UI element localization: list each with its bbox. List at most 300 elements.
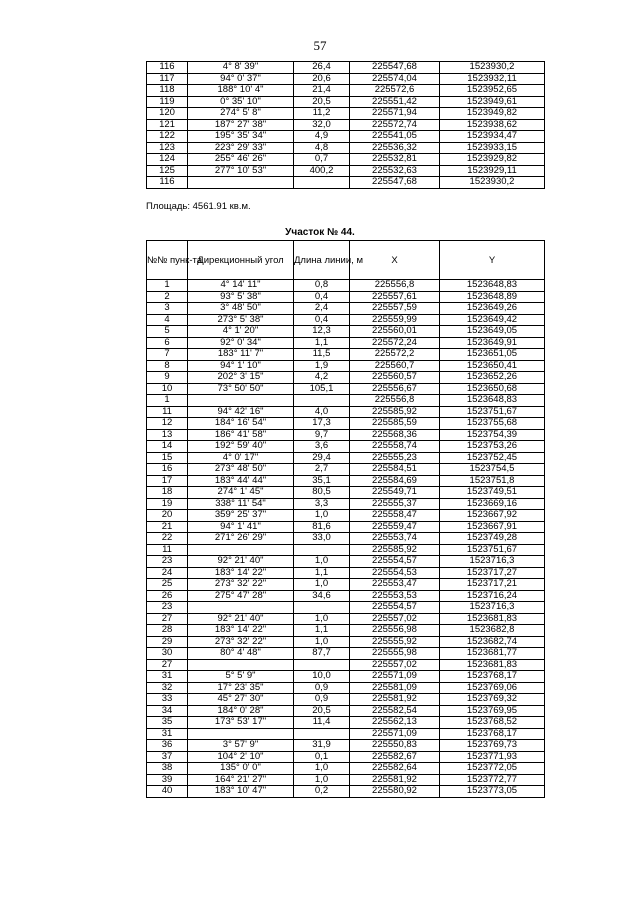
x-coordinate-cell: 225554,57: [350, 602, 440, 614]
direction-angle-cell: 359° 25' 37": [188, 510, 294, 522]
table-row: [147, 142, 545, 154]
direction-angle-cell: 94° 1' 10": [188, 360, 294, 372]
area-text: Площадь: 4561.91 кв.м.: [146, 201, 251, 212]
direction-angle-cell: 273° 32' 22": [188, 636, 294, 648]
y-coordinate-cell: 1523717,27: [440, 567, 545, 579]
table-row: [147, 705, 545, 717]
point-number-cell: 37: [147, 751, 188, 763]
line-length-cell: 3,3: [294, 498, 350, 510]
direction-angle-cell: 183° 14' 22": [188, 625, 294, 637]
table-row: [147, 625, 545, 637]
direction-angle-cell: 277° 10' 53": [188, 165, 294, 177]
line-length-cell: 4,0: [294, 406, 350, 418]
x-coordinate-cell: 225556,8: [350, 395, 440, 407]
table-row: [147, 774, 545, 786]
x-coordinate-cell: 225572,74: [350, 119, 440, 131]
line-length-cell: 0,2: [294, 786, 350, 798]
direction-angle-cell: 164° 21' 27": [188, 774, 294, 786]
line-length-cell: 9,7: [294, 429, 350, 441]
x-coordinate-cell: 225572,24: [350, 337, 440, 349]
table-row: [147, 567, 545, 579]
x-coordinate-cell: 225560,57: [350, 372, 440, 384]
direction-angle-cell: 183° 14' 22": [188, 567, 294, 579]
point-number-cell: 11: [147, 544, 188, 556]
x-coordinate-cell: 225532,81: [350, 154, 440, 166]
line-length-cell: 11,5: [294, 349, 350, 361]
table-row: [147, 694, 545, 706]
point-number-cell: 35: [147, 717, 188, 729]
point-number-cell: 33: [147, 694, 188, 706]
table-row: [147, 510, 545, 522]
point-number-cell: 7: [147, 349, 188, 361]
line-length-cell: 26,4: [294, 62, 350, 74]
point-number-cell: 24: [147, 567, 188, 579]
line-length-cell: 20,6: [294, 73, 350, 85]
x-coordinate-cell: 225560,01: [350, 326, 440, 338]
x-coordinate-cell: 225581,92: [350, 774, 440, 786]
y-coordinate-cell: 1523769,73: [440, 740, 545, 752]
y-coordinate-cell: 1523682,8: [440, 625, 545, 637]
x-coordinate-cell: 225580,92: [350, 786, 440, 798]
table-row: [147, 406, 545, 418]
line-length-cell: 20,5: [294, 705, 350, 717]
table-row: [147, 303, 545, 315]
y-coordinate-cell: 1523753,26: [440, 441, 545, 453]
y-coordinate-cell: 1523773,05: [440, 786, 545, 798]
point-number-cell: 18: [147, 487, 188, 499]
x-coordinate-cell: 225536,32: [350, 142, 440, 154]
point-number-cell: 11: [147, 406, 188, 418]
x-coordinate-cell: 225581,09: [350, 682, 440, 694]
x-coordinate-cell: 225574,04: [350, 73, 440, 85]
table-row: [147, 475, 545, 487]
y-coordinate-cell: 1523648,89: [440, 291, 545, 303]
point-number-cell: 23: [147, 602, 188, 614]
table-row: [147, 544, 545, 556]
y-coordinate-cell: 1523667,91: [440, 521, 545, 533]
y-coordinate-cell: 1523648,83: [440, 395, 545, 407]
direction-angle-cell: [188, 395, 294, 407]
table-row: [147, 452, 545, 464]
y-coordinate-cell: 1523650,68: [440, 383, 545, 395]
table-row: [147, 636, 545, 648]
line-length-cell: 21,4: [294, 85, 350, 97]
direction-angle-cell: 192° 59' 40": [188, 441, 294, 453]
point-number-cell: 123: [147, 142, 188, 154]
y-coordinate-cell: 1523751,67: [440, 544, 545, 556]
line-length-cell: 105,1: [294, 383, 350, 395]
x-coordinate-cell: 225572,2: [350, 349, 440, 361]
table-row: [147, 751, 545, 763]
x-coordinate-cell: 225558,74: [350, 441, 440, 453]
x-coordinate-cell: 225555,92: [350, 636, 440, 648]
table-row: [147, 85, 545, 97]
direction-angle-cell: 186° 41' 58": [188, 429, 294, 441]
table-row: [147, 337, 545, 349]
direction-angle-cell: 0° 35' 10": [188, 96, 294, 108]
point-number-cell: 119: [147, 96, 188, 108]
direction-angle-cell: 104° 2' 10": [188, 751, 294, 763]
y-coordinate-cell: 1523716,24: [440, 590, 545, 602]
point-number-cell: 2: [147, 291, 188, 303]
table-row: [147, 590, 545, 602]
direction-angle-cell: [188, 177, 294, 189]
point-number-cell: 34: [147, 705, 188, 717]
line-length-cell: 11,4: [294, 717, 350, 729]
line-length-cell: 1,1: [294, 567, 350, 579]
direction-angle-cell: 271° 26' 29": [188, 533, 294, 545]
direction-angle-cell: 92° 21' 40": [188, 613, 294, 625]
direction-angle-cell: [188, 659, 294, 671]
table-row: [147, 613, 545, 625]
direction-angle-cell: 187° 27' 38": [188, 119, 294, 131]
table-row: [147, 740, 545, 752]
point-number-cell: 122: [147, 131, 188, 143]
direction-angle-cell: 223° 29' 33": [188, 142, 294, 154]
y-coordinate-cell: 1523949,61: [440, 96, 545, 108]
direction-angle-cell: 274° 1' 45": [188, 487, 294, 499]
table-row: [147, 659, 545, 671]
table-row: [147, 429, 545, 441]
point-number-cell: 6: [147, 337, 188, 349]
table-header: [147, 241, 545, 280]
line-length-cell: 20,5: [294, 96, 350, 108]
line-length-cell: 4,9: [294, 131, 350, 143]
y-coordinate-cell: 1523667,92: [440, 510, 545, 522]
x-coordinate-cell: 225557,59: [350, 303, 440, 315]
line-length-cell: 81,6: [294, 521, 350, 533]
direction-angle-cell: 4° 8' 39": [188, 62, 294, 74]
line-length-cell: 17,3: [294, 418, 350, 430]
table-row: [147, 717, 545, 729]
direction-angle-cell: 273° 48' 50": [188, 464, 294, 476]
x-coordinate-cell: 225571,09: [350, 671, 440, 683]
table-row: [147, 602, 545, 614]
x-coordinate-cell: 225553,53: [350, 590, 440, 602]
y-coordinate-cell: 1523648,83: [440, 280, 545, 292]
point-number-cell: 124: [147, 154, 188, 166]
x-coordinate-cell: 225585,92: [350, 544, 440, 556]
point-number-cell: 1: [147, 280, 188, 292]
table-row: [147, 119, 545, 131]
line-length-cell: 34,6: [294, 590, 350, 602]
table-row: [147, 418, 545, 430]
line-length-cell: 4,2: [294, 372, 350, 384]
x-coordinate-cell: 225555,37: [350, 498, 440, 510]
table-row: [147, 177, 545, 189]
direction-angle-cell: 202° 3' 15": [188, 372, 294, 384]
point-number-cell: 3: [147, 303, 188, 315]
x-coordinate-cell: 225560,7: [350, 360, 440, 372]
line-length-cell: 3,6: [294, 441, 350, 453]
line-length-cell: 80,5: [294, 487, 350, 499]
x-coordinate-cell: 225557,02: [350, 613, 440, 625]
line-length-cell: 4,8: [294, 142, 350, 154]
y-coordinate-cell: 1523649,42: [440, 314, 545, 326]
table-row: [147, 671, 545, 683]
x-coordinate-cell: 225555,98: [350, 648, 440, 660]
x-coordinate-cell: 225556,98: [350, 625, 440, 637]
table-row: [147, 165, 545, 177]
x-coordinate-cell: 225556,8: [350, 280, 440, 292]
y-coordinate-cell: 1523933,15: [440, 142, 545, 154]
table-row: [147, 62, 545, 74]
table-row: [147, 682, 545, 694]
point-number-cell: 23: [147, 556, 188, 568]
table-row: [147, 383, 545, 395]
x-coordinate-cell: 225554,57: [350, 556, 440, 568]
direction-angle-cell: 338° 11' 54": [188, 498, 294, 510]
x-coordinate-cell: 225581,92: [350, 694, 440, 706]
y-coordinate-cell: 1523649,91: [440, 337, 545, 349]
y-coordinate-cell: 1523930,2: [440, 177, 545, 189]
y-coordinate-cell: 1523652,26: [440, 372, 545, 384]
direction-angle-cell: 273° 32' 22": [188, 579, 294, 591]
direction-angle-cell: 93° 5' 38": [188, 291, 294, 303]
point-number-cell: 27: [147, 613, 188, 625]
line-length-cell: 1,0: [294, 510, 350, 522]
x-coordinate-cell: 225568,36: [350, 429, 440, 441]
direction-angle-cell: 183° 44' 44": [188, 475, 294, 487]
table-row: [147, 314, 545, 326]
point-number-cell: 1: [147, 395, 188, 407]
y-coordinate-cell: 1523938,62: [440, 119, 545, 131]
y-coordinate-cell: 1523771,93: [440, 751, 545, 763]
table-row: [147, 487, 545, 499]
point-number-cell: 30: [147, 648, 188, 660]
direction-angle-cell: 45° 27' 30": [188, 694, 294, 706]
point-number-cell: 39: [147, 774, 188, 786]
point-number-cell: 121: [147, 119, 188, 131]
x-coordinate-cell: 225541,05: [350, 131, 440, 143]
table-row: [147, 521, 545, 533]
line-length-cell: 1,0: [294, 579, 350, 591]
y-coordinate-cell: 1523934,47: [440, 131, 545, 143]
x-coordinate-cell: 225553,47: [350, 579, 440, 591]
x-coordinate-cell: 225585,92: [350, 406, 440, 418]
table-row: [147, 533, 545, 545]
table-row: [147, 291, 545, 303]
direction-angle-cell: 4° 1' 20": [188, 326, 294, 338]
line-length-cell: 1,0: [294, 613, 350, 625]
y-coordinate-cell: 1523681,83: [440, 659, 545, 671]
table-row: [147, 108, 545, 120]
line-length-cell: [294, 728, 350, 740]
y-coordinate-cell: 1523649,05: [440, 326, 545, 338]
point-number-cell: 13: [147, 429, 188, 441]
line-length-cell: 1,0: [294, 636, 350, 648]
direction-angle-cell: [188, 602, 294, 614]
line-length-cell: 12,3: [294, 326, 350, 338]
line-length-cell: 1,1: [294, 625, 350, 637]
point-number-cell: 28: [147, 625, 188, 637]
line-length-cell: 10,0: [294, 671, 350, 683]
y-coordinate-cell: 1523754,39: [440, 429, 545, 441]
y-coordinate-cell: 1523932,11: [440, 73, 545, 85]
table-row: [147, 372, 545, 384]
line-length-cell: 0,1: [294, 751, 350, 763]
direction-angle-cell: 255° 46' 26": [188, 154, 294, 166]
direction-angle-cell: 94° 0' 37": [188, 73, 294, 85]
y-coordinate-cell: 1523769,32: [440, 694, 545, 706]
table-row: [147, 728, 545, 740]
x-coordinate-cell: 225557,61: [350, 291, 440, 303]
y-coordinate-cell: 1523717,21: [440, 579, 545, 591]
y-coordinate-cell: 1523769,95: [440, 705, 545, 717]
section-title: Участок № 44.: [285, 227, 355, 238]
direction-angle-cell: 4° 14' 11": [188, 280, 294, 292]
point-number-cell: 118: [147, 85, 188, 97]
x-coordinate-cell: 225582,64: [350, 763, 440, 775]
y-coordinate-cell: 1523769,06: [440, 682, 545, 694]
x-coordinate-cell: 225582,67: [350, 751, 440, 763]
table-row: [147, 96, 545, 108]
y-coordinate-cell: 1523749,51: [440, 487, 545, 499]
x-coordinate-cell: 225559,47: [350, 521, 440, 533]
x-coordinate-cell: 225584,51: [350, 464, 440, 476]
point-number-cell: 10: [147, 383, 188, 395]
point-number-cell: 25: [147, 579, 188, 591]
table-row: [147, 556, 545, 568]
line-length-cell: 0,7: [294, 154, 350, 166]
direction-angle-cell: 3° 48' 50": [188, 303, 294, 315]
table-row: [147, 73, 545, 85]
x-coordinate-cell: 225572,6: [350, 85, 440, 97]
table-row: [147, 648, 545, 660]
x-coordinate-cell: 225557,02: [350, 659, 440, 671]
y-coordinate-cell: 1523949,82: [440, 108, 545, 120]
x-coordinate-cell: 225547,68: [350, 62, 440, 74]
direction-angle-cell: 92° 0' 34": [188, 337, 294, 349]
x-coordinate-cell: 225582,54: [350, 705, 440, 717]
x-coordinate-cell: 225532,63: [350, 165, 440, 177]
point-number-cell: 17: [147, 475, 188, 487]
line-length-cell: 29,4: [294, 452, 350, 464]
line-length-cell: 33,0: [294, 533, 350, 545]
line-length-cell: 0,4: [294, 314, 350, 326]
point-number-cell: 5: [147, 326, 188, 338]
point-number-cell: 26: [147, 590, 188, 602]
header-y: Y: [440, 241, 545, 280]
x-coordinate-cell: 225571,09: [350, 728, 440, 740]
table-row: [147, 395, 545, 407]
y-coordinate-cell: 1523768,17: [440, 671, 545, 683]
line-length-cell: [294, 659, 350, 671]
y-coordinate-cell: 1523768,52: [440, 717, 545, 729]
y-coordinate-cell: 1523651,05: [440, 349, 545, 361]
y-coordinate-cell: 1523681,77: [440, 648, 545, 660]
table-row: [147, 763, 545, 775]
x-coordinate-cell: 225555,23: [350, 452, 440, 464]
point-number-cell: 116: [147, 177, 188, 189]
line-length-cell: 35,1: [294, 475, 350, 487]
x-coordinate-cell: 225553,74: [350, 533, 440, 545]
table-row: [147, 498, 545, 510]
point-number-cell: 15: [147, 452, 188, 464]
table-row: [147, 441, 545, 453]
line-length-cell: 32,0: [294, 119, 350, 131]
line-length-cell: 1,1: [294, 337, 350, 349]
table-row: [147, 464, 545, 476]
point-number-cell: 19: [147, 498, 188, 510]
table-row: [147, 349, 545, 361]
line-length-cell: 87,7: [294, 648, 350, 660]
x-coordinate-cell: 225585,59: [350, 418, 440, 430]
y-coordinate-cell: 1523716,3: [440, 602, 545, 614]
point-number-cell: 120: [147, 108, 188, 120]
point-number-cell: 117: [147, 73, 188, 85]
point-number-cell: 12: [147, 418, 188, 430]
table-body: [147, 62, 545, 189]
y-coordinate-cell: 1523755,68: [440, 418, 545, 430]
header-x: X: [350, 241, 440, 280]
line-length-cell: 11,2: [294, 108, 350, 120]
direction-angle-cell: 5° 5' 9": [188, 671, 294, 683]
point-number-cell: 38: [147, 763, 188, 775]
direction-angle-cell: 73° 50' 50": [188, 383, 294, 395]
line-length-cell: 2,4: [294, 303, 350, 315]
line-length-cell: [294, 544, 350, 556]
y-coordinate-cell: 1523952,65: [440, 85, 545, 97]
line-length-cell: 1,0: [294, 774, 350, 786]
point-number-cell: 4: [147, 314, 188, 326]
y-coordinate-cell: 1523752,45: [440, 452, 545, 464]
y-coordinate-cell: 1523682,74: [440, 636, 545, 648]
line-length-cell: 400,2: [294, 165, 350, 177]
line-length-cell: 0,9: [294, 682, 350, 694]
point-number-cell: 36: [147, 740, 188, 752]
header-point-number: №№ пунк-та: [147, 241, 188, 280]
direction-angle-cell: 17° 23' 35": [188, 682, 294, 694]
line-length-cell: [294, 395, 350, 407]
point-number-cell: 31: [147, 728, 188, 740]
direction-angle-cell: 188° 10' 4": [188, 85, 294, 97]
y-coordinate-cell: 1523929,82: [440, 154, 545, 166]
direction-angle-cell: 92° 21' 40": [188, 556, 294, 568]
line-length-cell: 1,0: [294, 556, 350, 568]
header-direction-angle: Дирекционный угол: [188, 241, 294, 280]
x-coordinate-cell: 225562,13: [350, 717, 440, 729]
point-number-cell: 16: [147, 464, 188, 476]
y-coordinate-cell: 1523751,67: [440, 406, 545, 418]
line-length-cell: 31,9: [294, 740, 350, 752]
line-length-cell: 0,8: [294, 280, 350, 292]
direction-angle-cell: [188, 544, 294, 556]
y-coordinate-cell: 1523649,26: [440, 303, 545, 315]
table-row: [147, 579, 545, 591]
point-number-cell: 40: [147, 786, 188, 798]
y-coordinate-cell: 1523681,83: [440, 613, 545, 625]
table-row: [147, 326, 545, 338]
direction-angle-cell: 173° 53' 17": [188, 717, 294, 729]
x-coordinate-cell: 225584,69: [350, 475, 440, 487]
direction-angle-cell: 80° 4' 48": [188, 648, 294, 660]
x-coordinate-cell: 225571,94: [350, 108, 440, 120]
x-coordinate-cell: 225554,53: [350, 567, 440, 579]
direction-angle-cell: 273° 5' 38": [188, 314, 294, 326]
y-coordinate-cell: 1523768,17: [440, 728, 545, 740]
table-row: [147, 131, 545, 143]
direction-angle-cell: 274° 5' 8": [188, 108, 294, 120]
point-number-cell: 22: [147, 533, 188, 545]
direction-angle-cell: 184° 0' 28": [188, 705, 294, 717]
point-number-cell: 32: [147, 682, 188, 694]
point-number-cell: 29: [147, 636, 188, 648]
y-coordinate-cell: 1523772,77: [440, 774, 545, 786]
point-number-cell: 9: [147, 372, 188, 384]
coordinates-table-plot-44: [146, 240, 545, 798]
point-number-cell: 21: [147, 521, 188, 533]
